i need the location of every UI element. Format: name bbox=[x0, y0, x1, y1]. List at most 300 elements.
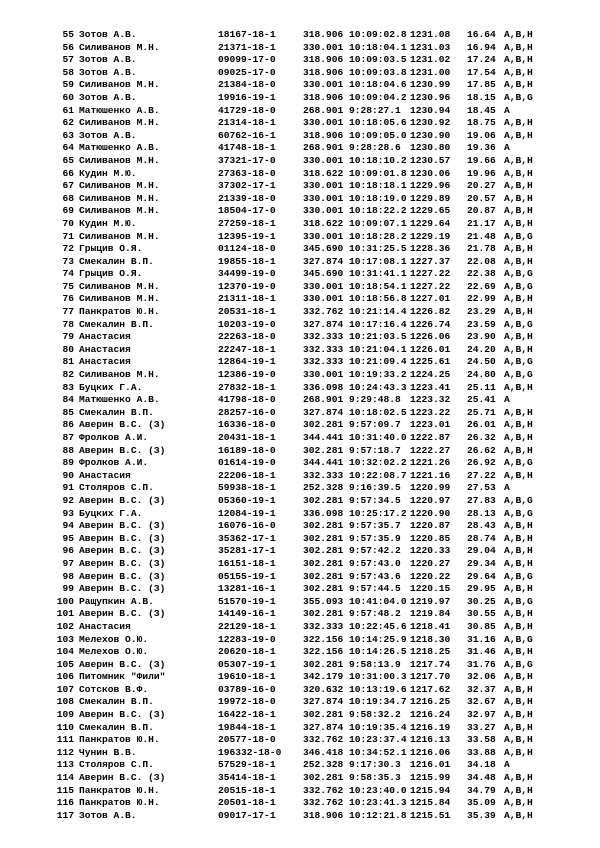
speed: 1221.16 bbox=[410, 469, 451, 481]
owner-name: Силиванов М.Н. bbox=[79, 192, 160, 204]
group-codes: A,B,G bbox=[504, 356, 533, 368]
place-number: 72 bbox=[62, 243, 74, 255]
speed: 1231.08 bbox=[410, 29, 451, 40]
ring-number: 20620-18-1 bbox=[218, 646, 276, 658]
arrival-time: 10:09:03.5 bbox=[349, 54, 407, 66]
owner-name: Чунин В.В. bbox=[79, 746, 137, 758]
distance: 355.093 bbox=[303, 595, 344, 607]
distance: 302.281 bbox=[303, 444, 344, 456]
place-number: 57 bbox=[62, 54, 74, 66]
speed: 1230.57 bbox=[410, 154, 451, 166]
coefficient: 22.69 bbox=[467, 280, 496, 292]
arrival-time: 10:09:05.0 bbox=[349, 129, 407, 141]
speed: 1215.84 bbox=[410, 797, 451, 809]
place-number: 112 bbox=[56, 746, 74, 758]
place-number: 98 bbox=[62, 570, 74, 582]
table-row bbox=[0, 281, 600, 294]
ring-number: 27259-18-1 bbox=[218, 217, 276, 229]
arrival-time: 10:18:19.0 bbox=[349, 192, 407, 204]
ring-number: 01614-19-0 bbox=[218, 457, 276, 469]
table-row bbox=[0, 772, 600, 785]
table-row bbox=[0, 533, 600, 546]
speed: 1215.51 bbox=[410, 809, 451, 821]
place-number: 111 bbox=[56, 734, 74, 746]
coefficient: 32.37 bbox=[467, 683, 496, 695]
arrival-time: 10:18:22.2 bbox=[349, 205, 407, 217]
arrival-time: 10:18:04.1 bbox=[349, 41, 407, 53]
coefficient: 28.43 bbox=[467, 520, 496, 532]
table-row bbox=[0, 445, 600, 458]
ring-number: 19972-18-0 bbox=[218, 696, 276, 708]
ring-number: 19610-18-1 bbox=[218, 671, 276, 683]
owner-name: Зотов А.В. bbox=[79, 29, 137, 40]
owner-name: Сотсков В.Ф. bbox=[79, 683, 149, 695]
speed: 1220.33 bbox=[410, 545, 451, 557]
table-row bbox=[0, 180, 600, 193]
coefficient: 18.45 bbox=[467, 104, 496, 116]
ring-number: 16422-18-1 bbox=[218, 709, 276, 721]
arrival-time: 9:57:35.9 bbox=[349, 532, 401, 544]
arrival-time: 10:21:14.4 bbox=[349, 306, 407, 318]
group-codes: A,B,H bbox=[504, 331, 533, 343]
speed: 1218.41 bbox=[410, 620, 451, 632]
owner-name: Смекалин В.П. bbox=[79, 318, 154, 330]
table-row bbox=[0, 105, 600, 118]
speed: 1229.64 bbox=[410, 217, 451, 229]
group-codes: A,B,G bbox=[504, 230, 533, 242]
ring-number: 16336-18-0 bbox=[218, 419, 276, 431]
ring-number: 41729-18-0 bbox=[218, 104, 276, 116]
place-number: 75 bbox=[62, 280, 74, 292]
table-row bbox=[0, 646, 600, 659]
owner-name: Аверин В.С. (З) bbox=[79, 583, 166, 595]
distance: 302.281 bbox=[303, 419, 344, 431]
place-number: 114 bbox=[56, 772, 74, 784]
speed: 1227.22 bbox=[410, 280, 451, 292]
group-codes: A,B,G bbox=[504, 280, 533, 292]
speed: 1216.06 bbox=[410, 746, 451, 758]
coefficient: 26.62 bbox=[467, 444, 496, 456]
speed: 1216.19 bbox=[410, 721, 451, 733]
owner-name: Аверин В.С. (З) bbox=[79, 520, 166, 532]
place-number: 100 bbox=[56, 595, 74, 607]
distance: 268.901 bbox=[303, 394, 344, 406]
speed: 1223.32 bbox=[410, 394, 451, 406]
arrival-time: 10:17:16.4 bbox=[349, 318, 407, 330]
coefficient: 33.58 bbox=[467, 734, 496, 746]
arrival-time: 10:19:33.2 bbox=[349, 369, 407, 381]
owner-name: Анастасия bbox=[79, 343, 131, 355]
coefficient: 32.67 bbox=[467, 696, 496, 708]
arrival-time: 10:14:25.9 bbox=[349, 633, 407, 645]
group-codes: A,B,G bbox=[504, 369, 533, 381]
arrival-time: 10:23:41.3 bbox=[349, 797, 407, 809]
speed: 1226.06 bbox=[410, 331, 451, 343]
table-row bbox=[0, 369, 600, 382]
ring-number: 12864-19-1 bbox=[218, 356, 276, 368]
place-number: 107 bbox=[56, 683, 74, 695]
group-codes: A,B,H bbox=[504, 444, 533, 456]
owner-name: Питомник "Фили" bbox=[79, 671, 166, 683]
distance: 320.632 bbox=[303, 683, 344, 695]
speed: 1222.27 bbox=[410, 444, 451, 456]
table-row bbox=[0, 419, 600, 432]
group-codes: A,B,G bbox=[504, 595, 533, 607]
group-codes: A,B,G bbox=[504, 494, 533, 506]
owner-name: Зотов А.В. bbox=[79, 129, 137, 141]
group-codes: A,B,H bbox=[504, 734, 533, 746]
table-row bbox=[0, 344, 600, 357]
owner-name: Буцких Г.А. bbox=[79, 381, 143, 393]
table-row bbox=[0, 356, 600, 369]
speed: 1216.01 bbox=[410, 759, 451, 771]
coefficient: 35.09 bbox=[467, 797, 496, 809]
place-number: 58 bbox=[62, 66, 74, 78]
group-codes: A,B,G bbox=[504, 633, 533, 645]
arrival-time: 9:57:18.7 bbox=[349, 444, 401, 456]
speed: 1224.25 bbox=[410, 369, 451, 381]
coefficient: 22.38 bbox=[467, 268, 496, 280]
place-number: 66 bbox=[62, 167, 74, 179]
arrival-time: 10:18:05.6 bbox=[349, 117, 407, 129]
arrival-time: 9:58:13.9 bbox=[349, 658, 401, 670]
ring-number: 22263-18-0 bbox=[218, 331, 276, 343]
place-number: 99 bbox=[62, 583, 74, 595]
table-row bbox=[0, 319, 600, 332]
owner-name: Силиванов М.Н. bbox=[79, 117, 160, 129]
speed: 1227.01 bbox=[410, 293, 451, 305]
coefficient: 23.90 bbox=[467, 331, 496, 343]
speed: 1223.01 bbox=[410, 419, 451, 431]
place-number: 108 bbox=[56, 696, 74, 708]
coefficient: 34.79 bbox=[467, 784, 496, 796]
arrival-time: 10:19:34.7 bbox=[349, 696, 407, 708]
place-number: 102 bbox=[56, 620, 74, 632]
group-codes: A,B,H bbox=[504, 381, 533, 393]
owner-name: Силиванов М.Н. bbox=[79, 154, 160, 166]
group-codes: A,B,H bbox=[504, 469, 533, 481]
speed: 1220.85 bbox=[410, 532, 451, 544]
arrival-time: 9:57:35.7 bbox=[349, 520, 401, 532]
place-number: 69 bbox=[62, 205, 74, 217]
table-row bbox=[0, 545, 600, 558]
table-row bbox=[0, 394, 600, 407]
speed: 1216.13 bbox=[410, 734, 451, 746]
place-number: 106 bbox=[56, 671, 74, 683]
distance: 330.001 bbox=[303, 79, 344, 91]
ring-number: 35414-18-1 bbox=[218, 772, 276, 784]
speed: 1229.19 bbox=[410, 230, 451, 242]
place-number: 79 bbox=[62, 331, 74, 343]
distance: 302.281 bbox=[303, 570, 344, 582]
coefficient: 32.97 bbox=[467, 709, 496, 721]
speed: 1220.27 bbox=[410, 557, 451, 569]
table-row bbox=[0, 382, 600, 395]
ring-number: 21311-18-1 bbox=[218, 293, 276, 305]
table-row bbox=[0, 608, 600, 621]
place-number: 80 bbox=[62, 343, 74, 355]
coefficient: 21.17 bbox=[467, 217, 496, 229]
arrival-time: 10:18:54.1 bbox=[349, 280, 407, 292]
distance: 327.874 bbox=[303, 318, 344, 330]
ring-number: 01124-18-0 bbox=[218, 243, 276, 255]
arrival-time: 10:17:08.1 bbox=[349, 255, 407, 267]
table-row bbox=[0, 684, 600, 697]
ring-number: 196332-18-0 bbox=[218, 746, 282, 758]
arrival-time: 10:41:04.0 bbox=[349, 595, 407, 607]
coefficient: 20.57 bbox=[467, 192, 496, 204]
table-row bbox=[0, 759, 600, 772]
table-row bbox=[0, 696, 600, 709]
distance: 318.622 bbox=[303, 167, 344, 179]
owner-name: Кудин М.Ю. bbox=[79, 217, 137, 229]
arrival-time: 9:57:09.7 bbox=[349, 419, 401, 431]
arrival-time: 10:18:04.6 bbox=[349, 79, 407, 91]
distance: 327.874 bbox=[303, 406, 344, 418]
table-row bbox=[0, 734, 600, 747]
arrival-time: 10:21:04.1 bbox=[349, 343, 407, 355]
ring-number: 19855-18-1 bbox=[218, 255, 276, 267]
speed: 1230.96 bbox=[410, 91, 451, 103]
arrival-time: 9:58:32.2 bbox=[349, 709, 401, 721]
distance: 302.281 bbox=[303, 494, 344, 506]
group-codes: A,B,H bbox=[504, 66, 533, 78]
distance: 318.906 bbox=[303, 91, 344, 103]
distance: 302.281 bbox=[303, 532, 344, 544]
table-row bbox=[0, 268, 600, 281]
table-row bbox=[0, 67, 600, 80]
owner-name: Анастасия bbox=[79, 469, 131, 481]
speed: 1230.99 bbox=[410, 79, 451, 91]
coefficient: 17.24 bbox=[467, 54, 496, 66]
ring-number: 41798-18-0 bbox=[218, 394, 276, 406]
arrival-time: 10:23:40.0 bbox=[349, 784, 407, 796]
group-codes: A bbox=[504, 142, 510, 154]
table-row bbox=[0, 596, 600, 609]
arrival-time: 10:09:01.8 bbox=[349, 167, 407, 179]
table-row bbox=[0, 797, 600, 810]
group-codes: A,B,H bbox=[504, 217, 533, 229]
place-number: 60 bbox=[62, 91, 74, 103]
group-codes: A,B,H bbox=[504, 696, 533, 708]
table-row bbox=[0, 432, 600, 445]
arrival-time: 10:24:43.3 bbox=[349, 381, 407, 393]
group-codes: A,B,H bbox=[504, 419, 533, 431]
coefficient: 24.80 bbox=[467, 369, 496, 381]
arrival-time: 10:13:19.6 bbox=[349, 683, 407, 695]
place-number: 68 bbox=[62, 192, 74, 204]
group-codes: A,B,G bbox=[504, 457, 533, 469]
place-number: 116 bbox=[56, 797, 74, 809]
group-codes: A bbox=[504, 759, 510, 771]
owner-name: Столяров С.П. bbox=[79, 482, 154, 494]
group-codes: A,B,G bbox=[504, 507, 533, 519]
owner-name: Аверин В.С. (З) bbox=[79, 494, 166, 506]
owner-name: Зотов А.В. bbox=[79, 91, 137, 103]
group-codes: A,B,H bbox=[504, 129, 533, 141]
owner-name: Анастасия bbox=[79, 620, 131, 632]
distance: 332.762 bbox=[303, 797, 344, 809]
place-number: 95 bbox=[62, 532, 74, 544]
arrival-time: 9:16:39.5 bbox=[349, 482, 401, 494]
coefficient: 20.27 bbox=[467, 180, 496, 192]
place-number: 103 bbox=[56, 633, 74, 645]
arrival-time: 10:09:07.1 bbox=[349, 217, 407, 229]
owner-name: Мелехов О.Ю. bbox=[79, 646, 149, 658]
speed: 1231.00 bbox=[410, 66, 451, 78]
owner-name: Фролков А.И. bbox=[79, 432, 149, 443]
place-number: 93 bbox=[62, 507, 74, 519]
place-number: 77 bbox=[62, 306, 74, 318]
distance: 336.098 bbox=[303, 507, 344, 519]
ring-number: 20577-18-0 bbox=[218, 734, 276, 746]
distance: 330.001 bbox=[303, 180, 344, 192]
group-codes: A,B,H bbox=[504, 432, 533, 443]
distance: 330.001 bbox=[303, 192, 344, 204]
place-number: 113 bbox=[56, 759, 74, 771]
coefficient: 26.32 bbox=[467, 432, 496, 443]
ring-number: 18504-17-0 bbox=[218, 205, 276, 217]
speed: 1230.92 bbox=[410, 117, 451, 129]
owner-name: Зотов А.В. bbox=[79, 809, 137, 821]
distance: 327.874 bbox=[303, 721, 344, 733]
arrival-time: 10:31:00.3 bbox=[349, 671, 407, 683]
distance: 252.328 bbox=[303, 482, 344, 494]
distance: 318.906 bbox=[303, 129, 344, 141]
speed: 1230.94 bbox=[410, 104, 451, 116]
table-row bbox=[0, 168, 600, 181]
table-row bbox=[0, 558, 600, 571]
table-row bbox=[0, 470, 600, 483]
arrival-time: 10:18:18.1 bbox=[349, 180, 407, 192]
ring-number: 60762-16-1 bbox=[218, 129, 276, 141]
table-row bbox=[0, 747, 600, 760]
owner-name: Матюшенко А.В. bbox=[79, 104, 160, 116]
arrival-time: 10:23:37.4 bbox=[349, 734, 407, 746]
owner-name: Силиванов М.Н. bbox=[79, 205, 160, 217]
owner-name: Столяров С.П. bbox=[79, 759, 154, 771]
speed: 1219.84 bbox=[410, 608, 451, 620]
arrival-time: 10:34:52.1 bbox=[349, 746, 407, 758]
owner-name: Аверин В.С. (З) bbox=[79, 545, 166, 557]
speed: 1226.74 bbox=[410, 318, 451, 330]
arrival-time: 10:09:04.2 bbox=[349, 91, 407, 103]
distance: 318.906 bbox=[303, 66, 344, 78]
place-number: 55 bbox=[62, 29, 74, 40]
ring-number: 12386-19-0 bbox=[218, 369, 276, 381]
distance: 345.690 bbox=[303, 243, 344, 255]
owner-name: Аверин В.С. (З) bbox=[79, 557, 166, 569]
group-codes: A bbox=[504, 104, 510, 116]
coefficient: 21.48 bbox=[467, 230, 496, 242]
speed: 1225.61 bbox=[410, 356, 451, 368]
speed: 1216.25 bbox=[410, 696, 451, 708]
coefficient: 32.06 bbox=[467, 671, 496, 683]
speed: 1222.87 bbox=[410, 432, 451, 443]
group-codes: A,B,H bbox=[504, 293, 533, 305]
place-number: 81 bbox=[62, 356, 74, 368]
place-number: 70 bbox=[62, 217, 74, 229]
ring-number: 05360-19-1 bbox=[218, 494, 276, 506]
group-codes: A,B,G bbox=[504, 658, 533, 670]
arrival-time: 9:28:27.1 bbox=[349, 104, 401, 116]
owner-name: Смекалин В.П. bbox=[79, 255, 154, 267]
coefficient: 20.87 bbox=[467, 205, 496, 217]
distance: 327.874 bbox=[303, 255, 344, 267]
group-codes: A,B,H bbox=[504, 721, 533, 733]
arrival-time: 10:22:45.6 bbox=[349, 620, 407, 632]
place-number: 90 bbox=[62, 469, 74, 481]
group-codes: A,B,H bbox=[504, 41, 533, 53]
arrival-time: 10:25:17.2 bbox=[349, 507, 407, 519]
speed: 1220.22 bbox=[410, 570, 451, 582]
coefficient: 30.25 bbox=[467, 595, 496, 607]
group-codes: A,B,H bbox=[504, 784, 533, 796]
table-row bbox=[0, 571, 600, 584]
arrival-time: 9:57:48.2 bbox=[349, 608, 401, 620]
ring-number: 22206-18-1 bbox=[218, 469, 276, 481]
coefficient: 31.46 bbox=[467, 646, 496, 658]
ring-number: 51570-19-1 bbox=[218, 595, 276, 607]
coefficient: 34.48 bbox=[467, 772, 496, 784]
owner-name: Ращупкин А.В. bbox=[79, 595, 154, 607]
table-row bbox=[0, 331, 600, 344]
distance: 330.001 bbox=[303, 293, 344, 305]
arrival-time: 10:18:02.5 bbox=[349, 406, 407, 418]
arrival-time: 9:29:48.8 bbox=[349, 394, 401, 406]
table-row bbox=[0, 407, 600, 420]
arrival-time: 10:14:26.5 bbox=[349, 646, 407, 658]
table-row bbox=[0, 54, 600, 67]
place-number: 82 bbox=[62, 369, 74, 381]
coefficient: 28.74 bbox=[467, 532, 496, 544]
table-row bbox=[0, 29, 600, 42]
table-row bbox=[0, 659, 600, 672]
ring-number: 03789-16-0 bbox=[218, 683, 276, 695]
table-row bbox=[0, 155, 600, 168]
distance: 318.906 bbox=[303, 54, 344, 66]
owner-name: Панкратов Ю.Н. bbox=[79, 784, 160, 796]
arrival-time: 10:18:28.2 bbox=[349, 230, 407, 242]
ring-number: 37302-17-1 bbox=[218, 180, 276, 192]
distance: 344.441 bbox=[303, 432, 344, 443]
owner-name: Силиванов М.Н. bbox=[79, 369, 160, 381]
ring-number: 27363-18-0 bbox=[218, 167, 276, 179]
distance: 318.622 bbox=[303, 217, 344, 229]
coefficient: 24.20 bbox=[467, 343, 496, 355]
owner-name: Матюшенко А.В. bbox=[79, 142, 160, 154]
coefficient: 25.71 bbox=[467, 406, 496, 418]
owner-name: Мелехов О.Ю. bbox=[79, 633, 149, 645]
group-codes: A,B,H bbox=[504, 54, 533, 66]
distance: 332.762 bbox=[303, 306, 344, 318]
ring-number: 57529-18-1 bbox=[218, 759, 276, 771]
group-codes: A,B,H bbox=[504, 343, 533, 355]
coefficient: 26.01 bbox=[467, 419, 496, 431]
owner-name: Фролков А.И. bbox=[79, 457, 149, 469]
owner-name: Аверин В.С. (З) bbox=[79, 608, 166, 620]
group-codes: A,B,H bbox=[504, 797, 533, 809]
group-codes: A,B,G bbox=[504, 91, 533, 103]
coefficient: 29.34 bbox=[467, 557, 496, 569]
table-row bbox=[0, 293, 600, 306]
distance: 330.001 bbox=[303, 369, 344, 381]
table-row bbox=[0, 495, 600, 508]
place-number: 85 bbox=[62, 406, 74, 418]
arrival-time: 9:57:43.6 bbox=[349, 570, 401, 582]
table-row bbox=[0, 621, 600, 634]
distance: 336.098 bbox=[303, 381, 344, 393]
